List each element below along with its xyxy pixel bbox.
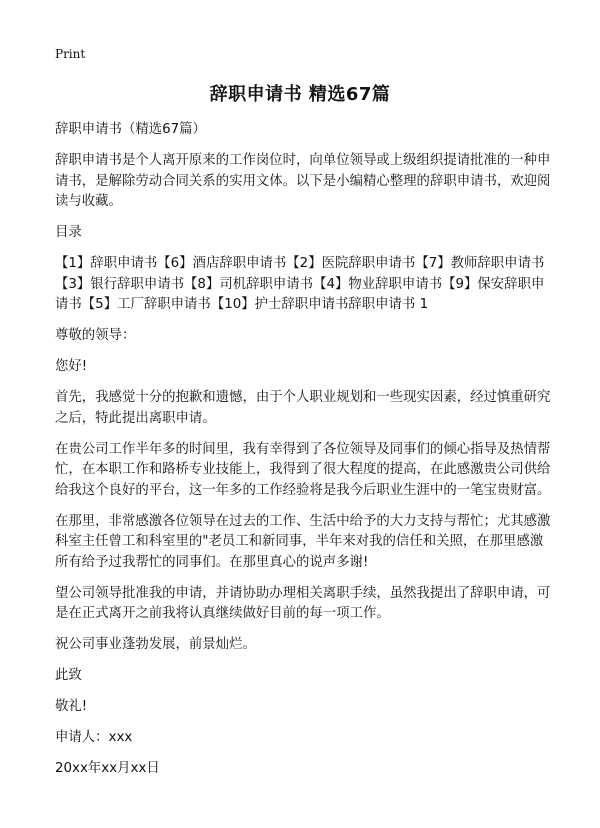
toc-heading: 目录: [55, 225, 82, 240]
body-paragraph-3: 在那里，非常感激各位领导在过去的工作、生活中给予的大力支持与帮忙；尤其感激科室主任曾工和科室里的"老员工和新同事，半年来对我的信任和关照，在那里感激所有给予过我帮忙的同事们。在那里真心的说声多谢!: [55, 513, 551, 570]
subtitle: 辞职申请书（精选67篇）: [55, 122, 206, 137]
applicant-line: 申请人：xxx: [55, 730, 133, 745]
closing-line-2: 敬礼!: [55, 699, 88, 714]
print-link[interactable]: Print: [55, 47, 86, 61]
body-paragraph-1: 首先，我感觉十分的抱歉和遗憾，由于个人职业规划和一些现实因素，经过慎重研究之后，特此提出离职申请。: [55, 390, 551, 426]
greeting: 您好!: [55, 359, 88, 374]
body-paragraph-2: 在贵公司工作半年多的时间里，我有幸得到了各位领导及同事们的倾心指导及热情帮忙，在本职工作和路桥专业技能上，我得到了很大程度的提高，在此感激贵公司供给给我这个良好的平台，这一年多的工作经验将是我今后职业生涯中的一笔宝贵财富。: [55, 441, 551, 498]
date-line: 20xx年xx月xx日: [55, 761, 160, 776]
body-paragraph-4: 望公司领导批准我的申请，并请协助办理相关离职手续，虽然我提出了辞职申请，可是在正式离开之前我将认真继续做好目前的每一项工作。: [55, 585, 551, 621]
closing-line-1: 此致: [55, 668, 82, 683]
document-title: 辞职申请书 精选67篇: [209, 84, 391, 105]
salutation: 尊敬的领导：: [55, 328, 136, 343]
document-body: [55, 120, 555, 790]
body-paragraph-5: 祝公司事业蓬勃发展，前景灿烂。: [55, 637, 256, 652]
intro-paragraph: 辞职申请书是个人离开原来的工作岗位时，向单位领导或上级组织提请批准的一种申请书，是解除劳动合同关系的实用文体。以下是小编精心整理的辞职申请书，欢迎阅读与收藏。: [55, 153, 551, 209]
toc-list: 【1】辞职申请书【6】酒店辞职申请书【2】医院辞职申请书【7】教师辞职申请书【3】银行辞职申请书【8】司机辞职申请书【4】物业辞职申请书【9】保安辞职申请书【5】工厂辞职申请书【10】护士辞职申请书辞职申请书 1: [55, 256, 545, 312]
